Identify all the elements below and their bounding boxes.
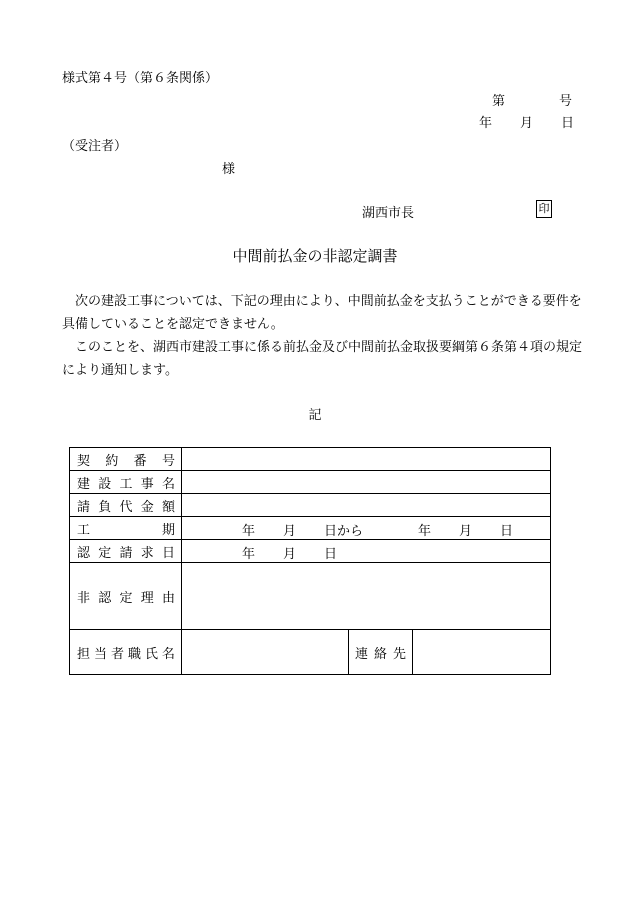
contact-value[interactable]	[413, 630, 551, 675]
project-name-label: 建 設 工 事 名	[70, 471, 182, 494]
form-number: 様式第４号（第６条関係）	[62, 71, 219, 86]
table-row	[70, 630, 551, 675]
table-row	[70, 471, 551, 494]
request-date-value[interactable]: 年 月 日	[182, 540, 551, 563]
request-date-label: 認 定 請 求 日	[70, 540, 182, 563]
recipient-label: （受注者）	[62, 139, 128, 154]
reason-value[interactable]	[182, 563, 551, 630]
date-year: 年	[479, 116, 493, 131]
honorific: 様	[222, 162, 236, 177]
doc-number-prefix: 第	[492, 94, 506, 109]
table-row	[70, 494, 551, 517]
seal-mark: 印	[536, 200, 552, 218]
table-row	[70, 517, 551, 540]
period-value[interactable]: 年 月 日から 年 月 日	[182, 517, 551, 540]
doc-number-suffix: 号	[559, 94, 573, 109]
table-row	[70, 563, 551, 630]
date-month: 月	[520, 116, 534, 131]
document-title: 中間前払金の非認定調書	[232, 247, 398, 265]
date-day: 日	[561, 116, 575, 131]
period-label: 工 期	[70, 517, 182, 540]
body-paragraph-1: 次の建設工事については、下記の理由により、中間前払金を支払うことができる要件を具備していることを認定できません。	[62, 294, 582, 332]
details-table	[69, 447, 551, 675]
project-name-value[interactable]	[182, 471, 551, 494]
contract-number-value[interactable]	[182, 448, 551, 471]
person-label: 担 当 者 職 氏 名	[70, 630, 182, 675]
person-value[interactable]	[182, 630, 349, 675]
contact-label: 連 絡 先	[349, 630, 413, 675]
contract-amount-label: 請 負 代 金 額	[70, 494, 182, 517]
issuer-name: 湖西市長	[362, 206, 415, 221]
contract-amount-value[interactable]	[182, 494, 551, 517]
ki-label: 記	[308, 408, 322, 423]
table-row	[70, 540, 551, 563]
contract-number-label: 契 約 番 号	[70, 448, 182, 471]
reason-label: 非 認 定 理 由	[70, 563, 182, 630]
table-row	[70, 448, 551, 471]
body-paragraph-2: このことを、湖西市建設工事に係る前払金及び中間前払金取扱要綱第６条第４項の規定により通知します。	[62, 340, 583, 378]
